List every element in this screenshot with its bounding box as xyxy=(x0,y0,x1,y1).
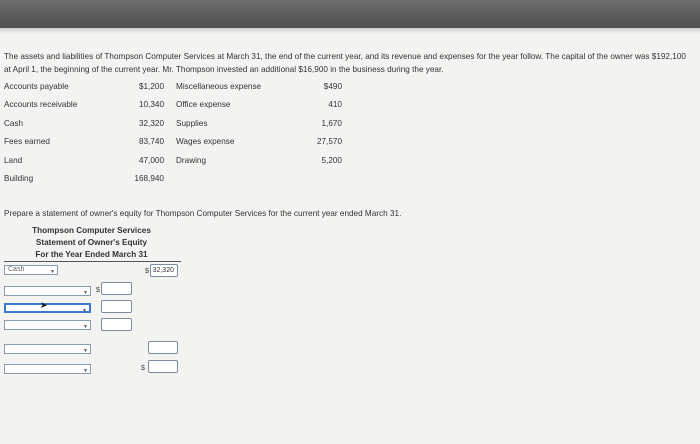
account-label: Building xyxy=(4,174,34,183)
chevron-down-icon: ▼ xyxy=(50,269,55,275)
amount-input-6[interactable] xyxy=(148,360,178,373)
chevron-down-icon: ▼ xyxy=(83,290,88,296)
instructions: Prepare a statement of owner's equity for Thompson Computer Services for the current year ended March 31. xyxy=(4,209,402,218)
amount-input-5[interactable] xyxy=(148,341,178,354)
account-label: Miscellaneous expense xyxy=(176,82,262,91)
account-select-4[interactable] xyxy=(4,320,91,330)
account-value: 1,670 xyxy=(321,119,342,128)
account-label: Wages expense xyxy=(176,137,235,146)
chevron-down-icon: ▼ xyxy=(83,348,88,354)
account-value: 27,570 xyxy=(316,137,342,146)
account-label: Land xyxy=(4,156,23,165)
statement-period: For the Year Ended March 31 xyxy=(35,250,148,259)
chevron-down-icon: ▼ xyxy=(83,324,88,330)
account-label: Supplies xyxy=(176,119,208,128)
account-value: 410 xyxy=(328,100,342,109)
account-select-2[interactable] xyxy=(4,286,91,296)
problem-statement: The assets and liabilities of Thompson Computer Services at March 31, the end of the current year, and its revenue and expenses for the year follow. The capital of the owner was $192,100 at April 1, the beginning of the current year. Mr. Thompson invested an additional $16,900 in the business during the year. xyxy=(4,52,686,74)
account-value: 47,000 xyxy=(138,156,164,165)
account-select-1[interactable] xyxy=(4,265,58,275)
account-label: Accounts receivable xyxy=(4,100,78,109)
top-bar-shadow xyxy=(0,28,700,34)
account-value: $490 xyxy=(323,82,342,91)
chevron-down-icon: ▼ xyxy=(82,308,87,314)
account-value: 10,340 xyxy=(138,100,164,109)
browser-top-bar xyxy=(0,0,700,28)
account-select-value: Cash xyxy=(8,266,25,273)
account-value: 168,940 xyxy=(134,174,164,183)
account-select-6[interactable] xyxy=(4,364,91,374)
account-label: Cash xyxy=(4,119,24,128)
statement-company: Thompson Computer Services xyxy=(32,226,151,235)
dollar-sign: $ xyxy=(145,268,149,275)
account-value: 5,200 xyxy=(321,156,342,165)
account-label: Office expense xyxy=(176,100,231,109)
account-label: Fees earned xyxy=(4,137,50,146)
amount-input-4[interactable] xyxy=(101,318,132,331)
account-value: $1,200 xyxy=(138,82,164,91)
account-label: Drawing xyxy=(176,156,207,165)
amount-input-3[interactable] xyxy=(101,300,132,313)
account-value: 83,740 xyxy=(138,137,164,146)
amount-input-1[interactable]: 32,320 xyxy=(150,264,178,277)
chevron-down-icon: ▼ xyxy=(83,368,88,374)
statement-name: Statement of Owner's Equity xyxy=(35,238,148,247)
dollar-sign: $ xyxy=(96,287,100,294)
statement-divider xyxy=(4,261,181,262)
dollar-sign: $ xyxy=(141,365,145,372)
amount-input-2[interactable] xyxy=(101,282,132,295)
account-label: Accounts payable xyxy=(4,82,69,91)
account-value: 32,320 xyxy=(138,119,164,128)
mouse-pointer-icon: ➤ xyxy=(40,300,48,310)
account-select-5[interactable] xyxy=(4,344,91,354)
